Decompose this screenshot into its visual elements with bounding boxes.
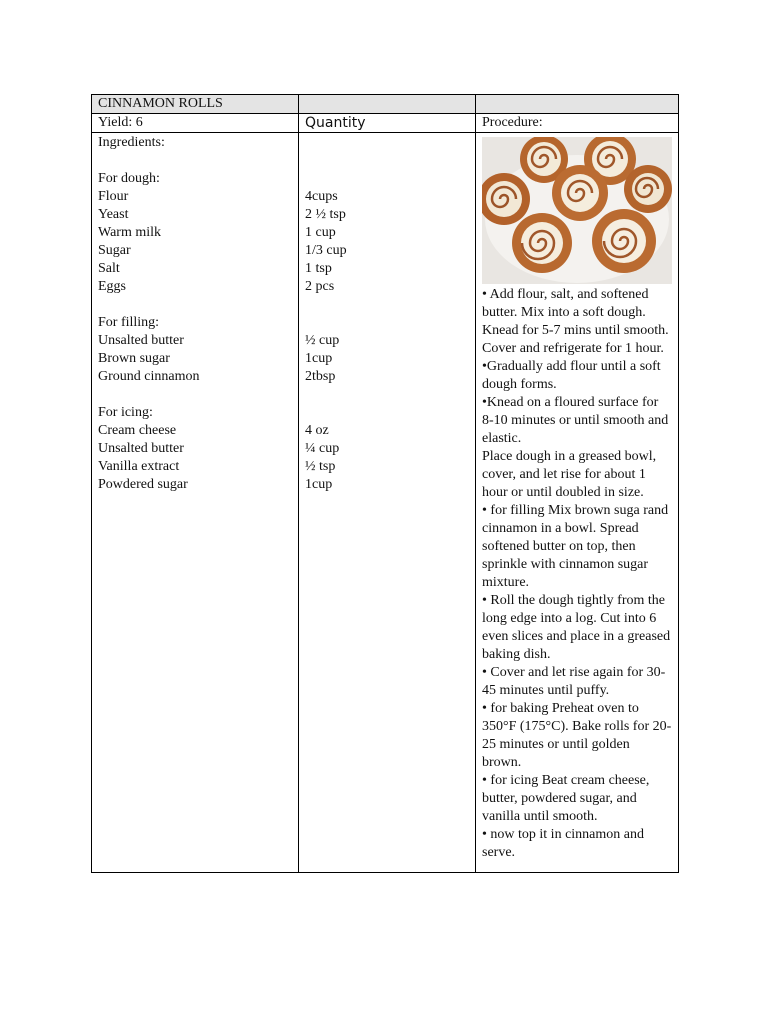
ingredient-qty: 1cup [305,477,333,492]
group-title: For icing: [98,405,153,420]
spacer [305,170,469,188]
subheader-row [92,114,679,133]
ingredient-name: Unsalted butter [98,441,184,456]
spacer [98,296,292,314]
ingredient-qty: ½ cup [305,333,340,348]
ingredient-name: Powdered sugar [98,477,188,492]
header-empty-cell [299,95,476,114]
ingredient-name: Vanilla extract [98,459,180,474]
spacer [305,314,469,332]
yield-label: Yield: 6 [92,114,299,133]
spacer [305,152,469,170]
header-empty-cell [476,95,679,114]
spacer [98,386,292,404]
spacer [305,404,469,422]
ingredient-name: Salt [98,261,120,276]
procedure-step: Place dough in a greased bowl, cover, and let rise for about 1 hour or until doubled in size. [482,449,657,500]
ingredient-qty: 4cups [305,189,338,204]
procedure-step: • for filling Mix brown suga rand cinnamon in a bowl. Spread softened butter on top, then sprinkle with cinnamon sugar mixture. [482,503,669,590]
procedure-step: • for icing Beat cream cheese, butter, powdered sugar, and vanilla until smooth. [482,773,650,824]
ingredients-label: Ingredients: [98,135,165,150]
ingredient-qty: 1 cup [305,225,336,240]
recipe-title: CINNAMON ROLLS [92,95,299,114]
procedure-cell [476,133,679,873]
ingredient-name: Cream cheese [98,423,177,438]
ingredient-name: Flour [98,189,129,204]
ingredient-name: Unsalted butter [98,333,184,348]
procedure-step: • Roll the dough tightly from the long edge into a log. Cut into 6 even slices and place in a greased baking dish. [482,593,671,662]
cinnamon-rolls-photo [482,137,672,284]
spacer [98,152,292,170]
procedure-step: • Cover and let rise again for 30-45 minutes until puffy. [482,665,666,698]
spacer [305,386,469,404]
group-title: For filling: [98,315,160,330]
procedure-step: •Knead on a floured surface for 8-10 minutes or until smooth and elastic. [482,395,669,446]
ingredient-name: Yeast [98,207,129,222]
ingredient-name: Warm milk [98,225,162,240]
ingredient-qty: 1 tsp [305,261,332,276]
procedure-step: • now top it in cinnamon and serve. [482,827,644,860]
ingredient-qty: ¼ cup [305,441,340,456]
roll [592,209,656,273]
roll [624,165,672,213]
ingredient-qty: ½ tsp [305,459,336,474]
procedure-step: • for baking Preheat oven to 350°F (175°C). Bake rolls for 20-25 minutes or until golden brown. [482,701,672,770]
ingredient-qty: 2 pcs [305,279,335,294]
procedure-step: • Add flour, salt, and softened butter. Mix into a soft dough. Knead for 5-7 mins until smooth. Cover and refrigerate for 1 hour. [482,287,669,356]
ingredient-qty: 4 oz [305,423,329,438]
ingredient-name: Sugar [98,243,131,258]
recipe-table [91,94,679,873]
roll [552,165,608,221]
procedure-heading: Procedure: [476,114,679,133]
procedure-step: •Gradually add flour until a soft dough forms. [482,359,661,392]
quantity-cell [299,133,476,873]
ingredient-name: Eggs [98,279,126,294]
quantity-heading: Quantity [299,114,476,133]
group-title: For dough: [98,171,160,186]
roll [512,213,572,273]
ingredient-name: Brown sugar [98,351,170,366]
header-row [92,95,679,114]
spacer [305,134,469,152]
ingredient-qty: 2tbsp [305,369,336,384]
spacer [305,296,469,314]
ingredient-name: Ground cinnamon [98,369,200,384]
content-row [92,133,679,873]
ingredient-qty: 2 ½ tsp [305,207,346,222]
ingredients-cell [92,133,299,873]
ingredient-qty: 1cup [305,351,333,366]
ingredient-qty: 1/3 cup [305,243,347,258]
